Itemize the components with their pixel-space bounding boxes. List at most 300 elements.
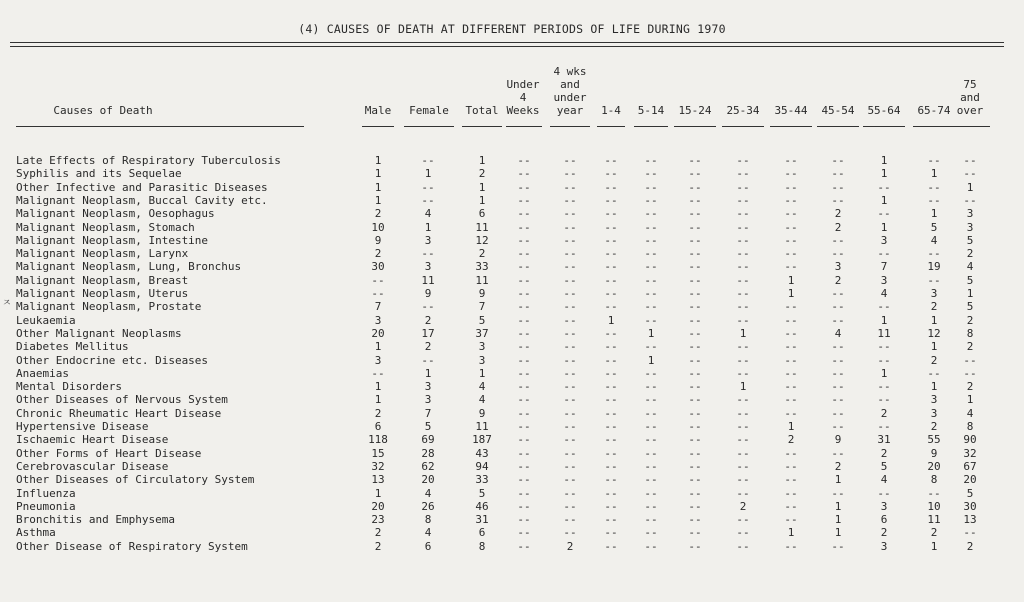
cell-under-4-weeks: -- — [517, 154, 531, 167]
table-row — [0, 513, 1024, 526]
cell-total: 7 — [478, 300, 486, 314]
cell-age-25-34: -- — [736, 167, 750, 181]
table-row — [0, 154, 1024, 167]
header-underline-female — [404, 126, 454, 127]
cell-age-75-over: -- — [963, 526, 977, 540]
cell-age-15-24: -- — [688, 207, 702, 221]
cell-age-35-44: -- — [784, 499, 798, 513]
table-row — [0, 487, 1024, 500]
cell-total: 11 — [475, 220, 489, 234]
cell-under-4-weeks: -- — [517, 420, 531, 433]
cell-age-5-14: -- — [644, 499, 658, 513]
cell-total: 12 — [475, 233, 489, 247]
cell-male: 118 — [368, 433, 388, 447]
cell-age-25-34: -- — [736, 539, 750, 553]
cell-age-75-over: 8 — [966, 326, 974, 340]
cell-age-5-14: -- — [644, 393, 658, 407]
table-row — [0, 221, 1024, 234]
cell-under-4-weeks: -- — [517, 459, 531, 473]
cell-age-35-44: -- — [784, 180, 798, 194]
cell-4wks-under-year: -- — [563, 340, 577, 354]
cell-age-55-64: 1 — [880, 313, 888, 327]
cell-total: 5 — [478, 486, 486, 500]
cell-age-25-34: 2 — [739, 499, 747, 513]
cell-4wks-under-year: -- — [563, 220, 577, 234]
cell-age-65-74: -- — [927, 180, 941, 194]
header-causes: Causes of Death — [53, 104, 153, 117]
cell-age-75-over: 3 — [966, 220, 974, 234]
cell-under-4-weeks: -- — [517, 393, 531, 407]
cell-under-4-weeks: -- — [517, 513, 531, 527]
header-female: Female — [409, 104, 449, 117]
header-underline-4wks — [550, 126, 590, 127]
header-underline-65-74 — [913, 126, 955, 127]
cell-age-15-24: -- — [688, 473, 702, 487]
cell-age-65-74: 2 — [930, 300, 938, 314]
table-row — [0, 194, 1024, 207]
cell-age-65-74: 3 — [930, 406, 938, 420]
cell-age-25-34: -- — [736, 260, 750, 274]
cell-age-1-4: -- — [604, 353, 618, 367]
cell-age-55-64: 1 — [880, 366, 888, 380]
top-rule — [10, 42, 1004, 43]
cell-age-65-74: 1 — [930, 207, 938, 221]
header-under4weeks-line2: 4 — [519, 91, 527, 104]
cell-age-75-over: 30 — [963, 499, 977, 513]
cell-age-5-14: -- — [644, 220, 658, 234]
cell-male: 20 — [371, 326, 385, 340]
cell-age-65-74: 2 — [930, 420, 938, 433]
cell-age-55-64: 2 — [880, 446, 888, 460]
cell-age-1-4: -- — [604, 486, 618, 500]
cell-age-55-64: 3 — [880, 233, 888, 247]
table-row — [0, 340, 1024, 353]
cause-cell: Malignant Neoplasm, Lung, Bronchus — [16, 260, 242, 274]
cell-total: 43 — [475, 446, 489, 460]
cell-age-5-14: -- — [644, 287, 658, 300]
cell-age-65-74: -- — [927, 193, 941, 207]
cell-male: 9 — [374, 233, 382, 247]
cell-age-15-24: -- — [688, 526, 702, 540]
cell-age-25-34: -- — [736, 207, 750, 221]
cell-age-5-14: -- — [644, 420, 658, 433]
header-age-65-74: 65-74 — [917, 104, 951, 117]
cell-age-1-4: -- — [604, 539, 618, 553]
cell-age-25-34: -- — [736, 513, 750, 527]
cell-age-25-34: -- — [736, 180, 750, 194]
cell-age-35-44: -- — [784, 473, 798, 487]
cell-4wks-under-year: -- — [563, 273, 577, 287]
cell-4wks-under-year: 2 — [566, 539, 574, 553]
table-row — [0, 274, 1024, 287]
table-title: (4) CAUSES OF DEATH AT DIFFERENT PERIODS OF LIFE DURING 1970 — [298, 22, 726, 36]
cell-age-75-over: 2 — [966, 539, 974, 553]
cause-cell: Malignant Neoplasm, Intestine — [16, 233, 209, 247]
cell-age-25-34: 1 — [739, 380, 747, 394]
cell-age-65-74: 11 — [927, 513, 941, 527]
cell-age-35-44: -- — [784, 340, 798, 354]
top-rule-2 — [10, 46, 1004, 47]
cell-age-5-14: -- — [644, 273, 658, 287]
cell-age-55-64: -- — [877, 420, 891, 433]
cell-4wks-under-year: -- — [563, 180, 577, 194]
cell-age-5-14: 1 — [647, 353, 655, 367]
cell-age-25-34: -- — [736, 526, 750, 540]
cell-4wks-under-year: -- — [563, 353, 577, 367]
cell-age-75-over: 2 — [966, 247, 974, 261]
cell-male: 1 — [374, 380, 382, 394]
cell-age-15-24: -- — [688, 539, 702, 553]
cell-4wks-under-year: -- — [563, 193, 577, 207]
cause-cell: Chronic Rheumatic Heart Disease — [16, 406, 222, 420]
cell-male: 1 — [374, 193, 382, 207]
cause-cell: Asthma — [16, 526, 56, 540]
table-row — [0, 447, 1024, 460]
cell-age-75-over: 4 — [966, 406, 974, 420]
cell-age-45-54: -- — [831, 193, 845, 207]
cell-male: 30 — [371, 260, 385, 274]
cell-age-45-54: 1 — [834, 526, 842, 540]
cell-age-65-74: 1 — [930, 380, 938, 394]
cell-under-4-weeks: -- — [517, 446, 531, 460]
cause-cell: Hypertensive Disease — [16, 420, 149, 433]
cell-age-45-54: 2 — [834, 459, 842, 473]
cell-age-15-24: -- — [688, 513, 702, 527]
cause-cell: Other Forms of Heart Disease — [16, 446, 202, 460]
cell-age-1-4: -- — [604, 207, 618, 221]
cell-female: 7 — [424, 406, 432, 420]
table-row — [0, 433, 1024, 446]
cell-age-1-4: 1 — [607, 313, 615, 327]
cell-age-55-64: 1 — [880, 220, 888, 234]
cell-age-25-34: -- — [736, 154, 750, 167]
cell-female: 2 — [424, 340, 432, 354]
cell-age-25-34: -- — [736, 353, 750, 367]
cell-age-15-24: -- — [688, 486, 702, 500]
cell-age-75-over: 4 — [966, 260, 974, 274]
cell-age-65-74: 1 — [930, 167, 938, 181]
cell-age-25-34: -- — [736, 393, 750, 407]
cell-under-4-weeks: -- — [517, 340, 531, 354]
cell-age-25-34: -- — [736, 313, 750, 327]
cell-age-35-44: -- — [784, 220, 798, 234]
cell-age-5-14: -- — [644, 526, 658, 540]
cell-age-35-44: -- — [784, 539, 798, 553]
cell-age-75-over: 5 — [966, 300, 974, 314]
cell-female: 9 — [424, 287, 432, 300]
cell-under-4-weeks: -- — [517, 220, 531, 234]
cell-age-55-64: 5 — [880, 459, 888, 473]
cell-under-4-weeks: -- — [517, 539, 531, 553]
cause-cell: Late Effects of Respiratory Tuberculosis — [16, 154, 281, 167]
cell-age-55-64: -- — [877, 180, 891, 194]
header-underline-15-24 — [674, 126, 716, 127]
cell-age-15-24: -- — [688, 366, 702, 380]
cell-4wks-under-year: -- — [563, 326, 577, 340]
cause-cell: Bronchitis and Emphysema — [16, 513, 175, 527]
cell-male: 2 — [374, 247, 382, 261]
cell-age-75-over: 1 — [966, 180, 974, 194]
cell-female: 62 — [421, 459, 435, 473]
cell-female: 17 — [421, 326, 435, 340]
cell-under-4-weeks: -- — [517, 247, 531, 261]
header-underline-55-64 — [863, 126, 905, 127]
header-75-line2: and — [960, 91, 980, 104]
header-total: Total — [465, 104, 499, 117]
cell-age-75-over: 8 — [966, 420, 974, 433]
cause-cell: Leukaemia — [16, 313, 76, 327]
cell-total: 1 — [478, 193, 486, 207]
cell-age-1-4: -- — [604, 326, 618, 340]
cell-female: 3 — [424, 233, 432, 247]
cell-female: 28 — [421, 446, 435, 460]
cell-age-55-64: 31 — [877, 433, 891, 447]
cell-age-25-34: -- — [736, 233, 750, 247]
cell-age-5-14: -- — [644, 473, 658, 487]
header-underline-35-44 — [770, 126, 812, 127]
cell-age-15-24: -- — [688, 446, 702, 460]
cell-age-15-24: -- — [688, 247, 702, 261]
cell-4wks-under-year: -- — [563, 420, 577, 433]
cell-age-55-64: 1 — [880, 193, 888, 207]
cell-age-55-64: -- — [877, 486, 891, 500]
cell-age-75-over: 5 — [966, 273, 974, 287]
cell-age-55-64: -- — [877, 340, 891, 354]
cell-male: 1 — [374, 486, 382, 500]
cell-age-25-34: -- — [736, 486, 750, 500]
cell-age-65-74: -- — [927, 273, 941, 287]
cell-under-4-weeks: -- — [517, 273, 531, 287]
cell-age-15-24: -- — [688, 220, 702, 234]
cell-age-25-34: -- — [736, 300, 750, 314]
cause-cell: Other Diseases of Nervous System — [16, 393, 228, 407]
cause-cell: Malignant Neoplasm, Larynx — [16, 247, 189, 261]
cell-age-1-4: -- — [604, 154, 618, 167]
cell-total: 11 — [475, 420, 489, 433]
cell-age-55-64: 7 — [880, 260, 888, 274]
cell-male: -- — [371, 366, 385, 380]
cell-age-75-over: -- — [963, 167, 977, 181]
cell-age-5-14: 1 — [647, 326, 655, 340]
cell-male: 23 — [371, 513, 385, 527]
header-age-55-64: 55-64 — [867, 104, 901, 117]
cell-age-15-24: -- — [688, 167, 702, 181]
cell-male: 13 — [371, 473, 385, 487]
cell-age-45-54: 1 — [834, 513, 842, 527]
cell-total: 9 — [478, 406, 486, 420]
cell-age-1-4: -- — [604, 167, 618, 181]
cell-age-25-34: -- — [736, 473, 750, 487]
cell-male: 7 — [374, 300, 382, 314]
cell-age-35-44: 1 — [787, 273, 795, 287]
cell-age-75-over: 90 — [963, 433, 977, 447]
cause-cell: Influenza — [16, 486, 76, 500]
cause-cell: Other Endocrine etc. Diseases — [16, 353, 209, 367]
cell-male: 2 — [374, 406, 382, 420]
cell-total: 1 — [478, 154, 486, 167]
header-age-25-34: 25-34 — [726, 104, 760, 117]
table-row — [0, 420, 1024, 433]
cell-age-35-44: -- — [784, 300, 798, 314]
cell-total: 5 — [478, 313, 486, 327]
cell-age-45-54: 2 — [834, 273, 842, 287]
cell-age-25-34: -- — [736, 433, 750, 447]
cell-female: -- — [421, 193, 435, 207]
cell-under-4-weeks: -- — [517, 406, 531, 420]
cell-age-65-74: -- — [927, 366, 941, 380]
cell-4wks-under-year: -- — [563, 513, 577, 527]
cell-under-4-weeks: -- — [517, 473, 531, 487]
cell-age-1-4: -- — [604, 459, 618, 473]
cell-age-65-74: 55 — [927, 433, 941, 447]
cell-4wks-under-year: -- — [563, 486, 577, 500]
cell-4wks-under-year: -- — [563, 459, 577, 473]
table-row — [0, 354, 1024, 367]
header-4wks-line2: and — [560, 78, 580, 91]
cell-total: 6 — [478, 207, 486, 221]
cell-age-75-over: 1 — [966, 287, 974, 300]
cell-under-4-weeks: -- — [517, 260, 531, 274]
cell-under-4-weeks: -- — [517, 287, 531, 300]
header-under4weeks — [500, 78, 546, 117]
cell-age-25-34: -- — [736, 247, 750, 261]
cell-under-4-weeks: -- — [517, 193, 531, 207]
cell-male: 10 — [371, 220, 385, 234]
cell-age-1-4: -- — [604, 433, 618, 447]
cell-age-45-54: -- — [831, 180, 845, 194]
table-row — [0, 314, 1024, 327]
cell-age-45-54: 9 — [834, 433, 842, 447]
cell-female: 1 — [424, 366, 432, 380]
cell-age-45-54: -- — [831, 313, 845, 327]
cell-total: 33 — [475, 473, 489, 487]
cell-age-65-74: 1 — [930, 313, 938, 327]
cell-under-4-weeks: -- — [517, 313, 531, 327]
cell-under-4-weeks: -- — [517, 326, 531, 340]
cell-age-75-over: 2 — [966, 313, 974, 327]
cell-age-55-64: -- — [877, 393, 891, 407]
cell-total: 9 — [478, 287, 486, 300]
cell-total: 2 — [478, 247, 486, 261]
cell-male: 2 — [374, 526, 382, 540]
cell-age-25-34: -- — [736, 446, 750, 460]
cell-female: 3 — [424, 260, 432, 274]
cell-female: 2 — [424, 313, 432, 327]
cell-under-4-weeks: -- — [517, 526, 531, 540]
cell-age-55-64: 11 — [877, 326, 891, 340]
cell-age-1-4: -- — [604, 273, 618, 287]
header-age-75-over — [950, 78, 990, 117]
cell-age-45-54: 3 — [834, 260, 842, 274]
cell-age-45-54: 2 — [834, 207, 842, 221]
cell-female: 3 — [424, 380, 432, 394]
cell-4wks-under-year: -- — [563, 247, 577, 261]
cell-age-25-34: -- — [736, 340, 750, 354]
cell-age-75-over: 5 — [966, 233, 974, 247]
cell-age-75-over: 2 — [966, 380, 974, 394]
cell-age-35-44: 2 — [787, 433, 795, 447]
cell-age-25-34: -- — [736, 193, 750, 207]
cell-age-25-34: -- — [736, 287, 750, 300]
cell-age-55-64: 1 — [880, 154, 888, 167]
cell-female: 4 — [424, 486, 432, 500]
cell-age-55-64: 3 — [880, 273, 888, 287]
header-underline-5-14 — [634, 126, 668, 127]
cell-female: 6 — [424, 539, 432, 553]
table-row — [0, 500, 1024, 513]
cell-age-45-54: -- — [831, 287, 845, 300]
cell-total: 187 — [472, 433, 492, 447]
cause-cell: Malignant Neoplasm, Oesophagus — [16, 207, 215, 221]
table-row — [0, 460, 1024, 473]
cell-age-75-over: 20 — [963, 473, 977, 487]
cause-cell: Malignant Neoplasm, Prostate — [16, 300, 202, 314]
cell-age-1-4: -- — [604, 300, 618, 314]
cell-age-55-64: -- — [877, 353, 891, 367]
table-row — [0, 300, 1024, 313]
margin-mark: ㅈ — [2, 298, 12, 309]
cell-female: 11 — [421, 273, 435, 287]
cell-female: 3 — [424, 393, 432, 407]
header-75-line3: over — [956, 104, 984, 117]
cell-female: -- — [421, 300, 435, 314]
table-row — [0, 287, 1024, 300]
cell-male: 3 — [374, 313, 382, 327]
cell-female: 26 — [421, 499, 435, 513]
cell-female: 8 — [424, 513, 432, 527]
cell-age-35-44: -- — [784, 353, 798, 367]
cell-age-15-24: -- — [688, 380, 702, 394]
cell-4wks-under-year: -- — [563, 233, 577, 247]
cell-age-1-4: -- — [604, 420, 618, 433]
cell-age-45-54: -- — [831, 167, 845, 181]
cell-male: 1 — [374, 167, 382, 181]
cell-age-15-24: -- — [688, 499, 702, 513]
cell-age-65-74: -- — [927, 486, 941, 500]
cell-male: 15 — [371, 446, 385, 460]
cell-age-65-74: -- — [927, 154, 941, 167]
cell-age-1-4: -- — [604, 340, 618, 354]
cell-age-75-over: 5 — [966, 486, 974, 500]
cell-age-15-24: -- — [688, 287, 702, 300]
cell-age-65-74: 5 — [930, 220, 938, 234]
cell-under-4-weeks: -- — [517, 233, 531, 247]
cell-age-15-24: -- — [688, 420, 702, 433]
cell-under-4-weeks: -- — [517, 353, 531, 367]
cell-female: -- — [421, 180, 435, 194]
cause-cell: Ischaemic Heart Disease — [16, 433, 169, 447]
header-underline-male — [362, 126, 394, 127]
cell-age-5-14: -- — [644, 247, 658, 261]
cause-cell: Other Disease of Respiratory System — [16, 539, 248, 553]
table-row — [0, 167, 1024, 180]
cell-total: 31 — [475, 513, 489, 527]
cell-age-25-34: -- — [736, 420, 750, 433]
header-age-1-4: 1-4 — [601, 104, 621, 117]
cell-age-55-64: 2 — [880, 406, 888, 420]
cause-cell: Mental Disorders — [16, 380, 122, 394]
header-underline-75 — [954, 126, 990, 127]
cell-4wks-under-year: -- — [563, 154, 577, 167]
cell-total: 33 — [475, 260, 489, 274]
cell-age-5-14: -- — [644, 167, 658, 181]
cell-age-65-74: 10 — [927, 499, 941, 513]
cell-age-5-14: -- — [644, 459, 658, 473]
header-underline-1-4 — [597, 126, 625, 127]
cell-age-15-24: -- — [688, 313, 702, 327]
cell-age-35-44: -- — [784, 260, 798, 274]
cell-age-75-over: 13 — [963, 513, 977, 527]
